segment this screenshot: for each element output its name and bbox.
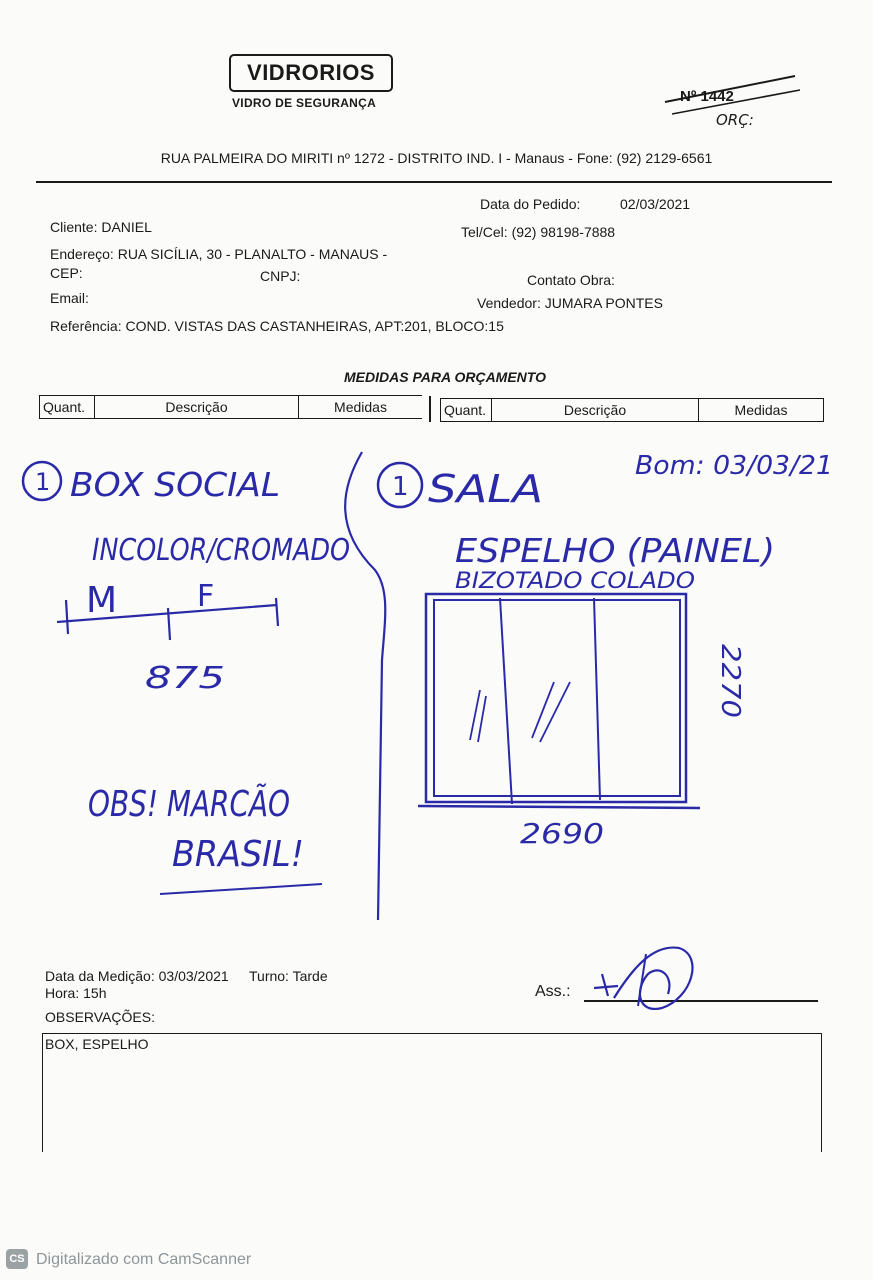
header-quant: Quant. <box>40 396 95 419</box>
section-title: MEDIDAS PARA ORÇAMENTO <box>344 369 546 385</box>
handwritten-notes <box>0 420 873 940</box>
width-measure: 2690 <box>520 817 604 850</box>
phone-field: Tel/Cel: (92) 98198-7888 <box>461 224 616 240</box>
item1-qty: 1 <box>35 468 51 496</box>
company-address: RUA PALMEIRA DO MIRITI nº 1272 - DISTRITO IND. I - Manaus - Fone: (92) 2129-6561 <box>160 150 713 166</box>
header-measures: Medidas <box>699 399 824 422</box>
obs-note-line1: OBS! MARCÃO <box>88 784 349 825</box>
signature-label: Ass.: <box>535 983 571 1000</box>
company-tagline: VIDRO DE SEGURANÇA <box>232 96 377 110</box>
dim-f-label: F <box>197 579 215 614</box>
order-date-value: 02/03/2021 <box>620 196 691 212</box>
item2-qty: 1 <box>392 472 409 502</box>
time-field: Hora: 15h <box>45 985 107 1001</box>
email-field: Email: <box>50 290 89 306</box>
measurement-table-right <box>440 398 824 422</box>
camscanner-logo: CS <box>6 1249 28 1269</box>
obs-note-line2: BRASIL! <box>172 834 304 875</box>
site-contact-field: Contato Obra: <box>527 272 615 288</box>
header-description: Descrição <box>492 399 699 422</box>
item1-finish: INCOLOR/CROMADO <box>92 533 350 568</box>
seller-field: Vendedor: JUMARA PONTES <box>477 295 663 311</box>
item2-desc: SALA <box>428 467 543 511</box>
header-quant: Quant. <box>441 399 492 422</box>
reference-field: Referência: COND. VISTAS DAS CASTANHEIRAS, APT:201, BLOCO:15 <box>50 318 504 334</box>
cnpj-field: CNPJ: <box>260 268 301 284</box>
header-description: Descrição <box>95 396 299 419</box>
dim-m-label: M <box>86 580 118 621</box>
approval-note: Bom: 03/03/21 <box>635 451 833 481</box>
header-divider <box>36 181 832 183</box>
observations-text: BOX, ESPELHO <box>45 1036 149 1052</box>
observations-label: OBSERVAÇÕES: <box>45 1009 155 1025</box>
orc-label: ORÇ: <box>716 111 754 129</box>
company-logo <box>229 54 393 92</box>
order-date-label: Data do Pedido: <box>480 196 581 212</box>
measurement-table-left <box>39 395 422 419</box>
item2-type: ESPELHO (PAINEL) <box>455 531 775 570</box>
shift-field: Turno: Tarde <box>249 968 328 984</box>
table-edge <box>429 396 431 422</box>
address-field: Endereço: RUA SICÍLIA, 30 - PLANALTO - MANAUS - <box>50 246 388 262</box>
order-number: Nº 1442 <box>680 88 734 105</box>
header-measures: Medidas <box>299 396 423 419</box>
item1-measure: 875 <box>145 661 225 696</box>
camscanner-watermark: Digitalizado com CamScanner <box>36 1251 252 1268</box>
measurement-date: Data da Medição: 03/03/2021 <box>45 968 229 984</box>
item2-finish: BIZOTADO COLADO <box>455 569 695 594</box>
height-measure: 2270 <box>715 644 745 711</box>
observations-box <box>42 1033 822 1152</box>
cep-field: CEP: <box>50 265 83 281</box>
signature <box>584 936 704 1018</box>
item1-desc: BOX SOCIAL <box>70 465 280 504</box>
client-field: Cliente: DANIEL <box>50 219 152 235</box>
company-name: VIDRORIOS <box>247 60 375 85</box>
